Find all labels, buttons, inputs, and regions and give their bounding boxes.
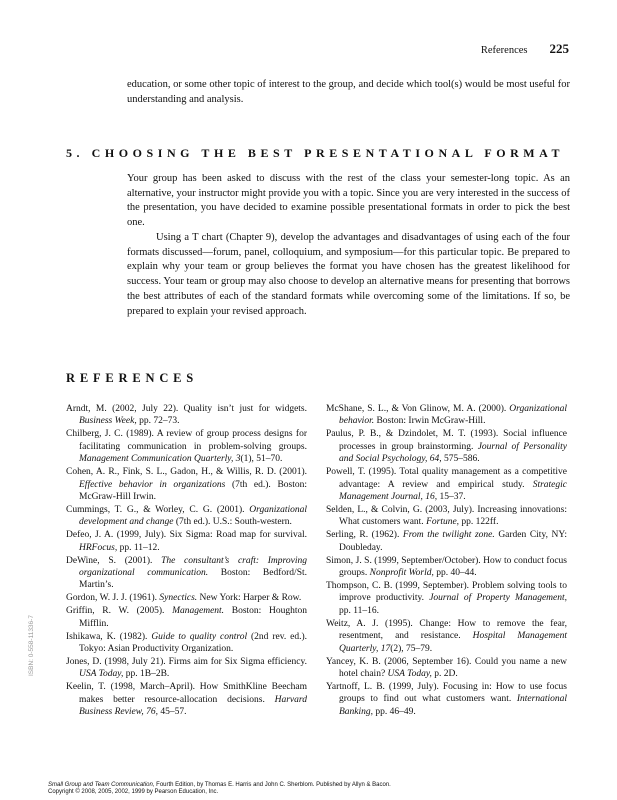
reference-entry: Cohen, A. R., Fink, S. L., Gadon, H., & Willis, R. D. (2001). Effective behavior in organizations (7th ed.). Boston: McGraw-Hill Irwin. bbox=[66, 467, 308, 502]
reference-entry: Gordon, W. J. J. (1961). Synectics. New York: Harper & Row. bbox=[66, 593, 302, 604]
references-right-column bbox=[326, 403, 567, 719]
section-heading: 5. CHOOSING THE BEST PRESENTATIONAL FORMAT bbox=[66, 146, 565, 160]
citation-line: Small Group and Team Communication, Fourth Edition, by Thomas E. Harris and John C. Sherblom. Published by Allyn & Bacon. bbox=[48, 782, 391, 788]
running-head-title: References bbox=[480, 45, 528, 56]
copyright-footer bbox=[48, 782, 391, 796]
reference-entry: Thompson, C. B. (1999, September). Problem solving tools to improve productivity. Journal of Property Management, pp. 11–16. bbox=[326, 580, 567, 616]
reference-entry: Powell, T. (1995). Total quality management as a competitive advantage: A review and empirical study. Strategic Management Journal, 16, 15–37. bbox=[326, 467, 567, 502]
reference-entry: Selden, L., & Colvin, G. (2003, July). Increasing innovations: What customers want. Fortune, pp. 122ff. bbox=[326, 504, 567, 528]
reference-entry: Jones, D. (1998, July 21). Firms aim for Six Sigma efficiency. USA Today, pp. 1B–2B. bbox=[66, 657, 307, 680]
references-left-column bbox=[66, 403, 307, 719]
section-paragraph-1: Your group has been asked to discuss with the rest of the class your semester-long topic. As an alternative, your instructor might provide you with a topic. Since you are very interested in the success of the presentation, you have decided to examine possible presentational formats in order to pick the best one. bbox=[127, 173, 570, 229]
reference-entry: Paulus, P. B., & Dzindolet, M. T. (1993). Social influence processes in group brainstorming. Journal of Personality and Social Psychology, 64, 575–586. bbox=[326, 429, 567, 465]
reference-entry: Defeo, J. A. (1999, July). Six Sigma: Road map for survival. HRFocus, pp. 11–12. bbox=[66, 530, 307, 553]
reference-entry: McShane, S. L., & Von Glinow, M. A. (2000). Organizational behavior. Boston: Irwin McGraw-Hill. bbox=[326, 404, 567, 427]
reference-entry: Simon, J. S. (1999, September/October). How to conduct focus groups. Nonprofit World, pp. 40–44. bbox=[326, 555, 567, 579]
isbn-margin-note: ISBN: 0-558-11336-7 bbox=[28, 615, 35, 676]
references-heading: REFERENCES bbox=[66, 371, 199, 385]
reference-entry: Yartnoff, L. B. (1999, July). Focusing in: How to use focus groups to find out what customers want. International Banking, pp. 46–49. bbox=[326, 681, 567, 717]
page-number: 225 bbox=[549, 41, 569, 56]
copyright-line: Copyright © 2008, 2005, 2002, 1999 by Pearson Education, Inc. bbox=[48, 789, 219, 795]
reference-entry: DeWine, S. (2001). The consultant’s craft: Improving organizational communication. Boston: Bedford/St. Martin’s. bbox=[66, 555, 307, 591]
running-head bbox=[481, 41, 569, 57]
reference-entry: Serling, R. (1962). From the twilight zone. Garden City, NY: Doubleday. bbox=[326, 530, 568, 553]
reference-entry: Weitz, A. J. (1995). Change: How to remove the fear, resentment, and resistance. Hospital Management Quarterly, 17(2), 75–79. bbox=[326, 618, 567, 654]
intro-paragraph: education, or some other topic of interest to the group, and decide which tool(s) would be most useful for understanding and analysis. bbox=[127, 79, 570, 105]
reference-entry: Ishikawa, K. (1982). Guide to quality control (2nd rev. ed.). Tokyo: Asian Productivity Organization. bbox=[66, 631, 307, 655]
reference-entry: Arndt, M. (2002, July 22). Quality isn’t just for widgets. Business Week, pp. 72–73. bbox=[66, 404, 307, 427]
reference-entry: Cummings, T. G., & Worley, C. G. (2001). Organizational development and change (7th ed.). U.S.: South-western. bbox=[66, 504, 307, 528]
reference-entry: Keelin, T. (1998, March–April). How SmithKline Beecham makes better resource-allocation decisions. Harvard Business Review, 76, 45–57. bbox=[66, 682, 307, 718]
reference-entry: Chilberg, J. C. (1989). A review of group process designs for facilitating communication in problem-solving groups. Management Communication Quarterly, 3(1), 51–70. bbox=[66, 429, 307, 465]
section-paragraph-2: Using a T chart (Chapter 9), develop the advantages and disadvantages of using each of the four formats discussed—forum, panel, colloquium, and symposium—for this particular topic. Be prepared to explain why your team or group believes the format you have chosen has the greatest likelihood for success. Your team or group may also choose to develop an alternative means for presenting that borrows the best attributes of each of the standard formats while overcoming some of the limitations. If so, be prepared to explain your revised approach. bbox=[127, 232, 570, 317]
reference-entry: Yancey, K. B. (2006, September 16). Could you name a new hotel chain? USA Today, p. 2D. bbox=[326, 656, 567, 679]
reference-entry: Griffin, R. W. (2005). Management. Boston: Houghton Mifflin. bbox=[66, 606, 308, 629]
